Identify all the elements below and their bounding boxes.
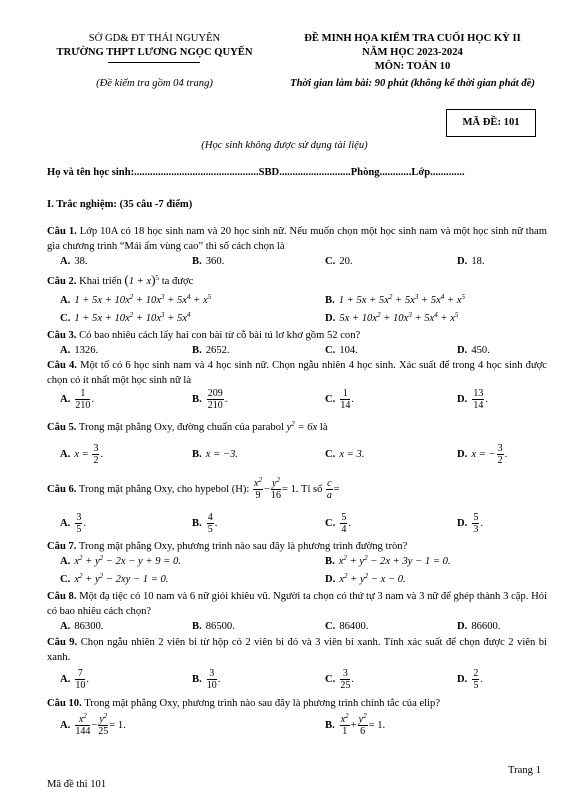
exam-code: MÃ ĐỀ: 101: [462, 117, 520, 128]
question-8: Câu 8. Một đạ tiệc có 10 nam và 6 nữ giỏi khiêu vũ. Người ta chọn có thứ tự 3 nam và 3 nữ để ghép thành 3 cặp. Hỏi có bao nhiêu cách chọn?: [47, 591, 548, 617]
question-label: Câu 1.: [47, 226, 77, 237]
q1-option-a[interactable]: A. 38.: [60, 256, 88, 267]
student-info-line: Họ và tên học sinh:...............................................SBD...........................Phòng............Lớp.............: [47, 167, 465, 178]
q2-option-c[interactable]: C. $1 + 5x + 10x^2 + 10x^3 + 5x^4$: [60, 311, 191, 324]
q5-option-a[interactable]: A. x = $\frac{3}{2}$ .: [60, 443, 104, 466]
exam-title: ĐỀ MINH HỌA KIỂM TRA CUỐI HỌC KỲ II: [304, 33, 521, 44]
q7-option-c[interactable]: C. $x^2 + y^2 - 2xy - 1 = 0$.: [60, 572, 169, 585]
q8-option-d[interactable]: D. 86600.: [457, 621, 501, 632]
question-6: Câu 6. Trong mặt phẳng Oxy, cho hypebol (H): $\frac{x^2}{9}$ − $\frac{y^2}{16}$ = 1. Tỉ số $\frac{c}{a}$ =: [47, 476, 340, 501]
q3-option-a[interactable]: A. 1326.: [60, 345, 99, 356]
q4-option-d[interactable]: D. $\frac{13}{14}$ .: [457, 388, 488, 411]
subject: MÔN: TOÁN 10: [374, 61, 451, 72]
page-number: Trang 1: [508, 765, 541, 776]
q4-option-a[interactable]: A. $\frac{1}{210}$ .: [60, 388, 94, 411]
q4-option-c[interactable]: C. $\frac{1}{14}$ .: [325, 388, 354, 411]
section-title: I. Trắc nghiệm: (35 câu -7 điểm): [47, 199, 193, 210]
q3-option-b[interactable]: B. 2652.: [192, 345, 230, 356]
q6-option-a[interactable]: A. $\frac{3}{5}$ .: [60, 512, 86, 535]
question-2: Câu 2. Khai triển $(1 + x)^5$ ta được: [47, 272, 194, 287]
no-material-note: (Học sinh không được sử dụng tài liệu): [201, 140, 368, 151]
q5-option-d[interactable]: D. x = − $\frac{3}{2}$ .: [457, 443, 508, 466]
q2-option-a[interactable]: A. $1 + 5x + 10x^2 + 10x^3 + 5x^4 + x^5$: [60, 293, 212, 306]
department-name: SỞ GD& ĐT THÁI NGUYÊN: [88, 33, 221, 44]
q5-option-b[interactable]: B. x = −3.: [192, 449, 238, 460]
school-year: NĂM HỌC 2023-2024: [362, 47, 463, 58]
q10-option-a[interactable]: A. $\frac{x^2}{144}$ − $\frac{y^2}{25}$ = 1.: [60, 712, 126, 737]
q2-option-d[interactable]: D. $5x + 10x^2 + 10x^3 + 5x^4 + x^5$: [325, 311, 459, 324]
q6-option-b[interactable]: B. $\frac{4}{5}$ .: [192, 512, 218, 535]
question-1: [47, 225, 547, 254]
q8-option-a[interactable]: A. 86300.: [60, 621, 104, 632]
q6-option-d[interactable]: D. $\frac{5}{3}$ .: [457, 512, 483, 535]
q4-option-b[interactable]: B. $\frac{209}{210}$ .: [192, 388, 228, 411]
question-3: Câu 3. Có bao nhiêu cách lấy hai con bài từ cỗ bài tú lơ khơ gồm 52 con?: [47, 330, 361, 341]
q9-option-a[interactable]: A. $\frac{7}{10}$ .: [60, 668, 89, 691]
q7-option-d[interactable]: D. $x^2 + y^2 - x - 0$.: [325, 572, 406, 585]
question-text: Lớp 10A có 18 học sinh nam và 20 học sinh nữ. Nếu muốn chọn một học sinh nam và một học sinh nữ tham gia chương trình “Mái ấm vùng cao” thì số cách chọn là: [47, 226, 547, 252]
q3-option-c[interactable]: C. 104.: [325, 345, 358, 356]
q8-option-c[interactable]: C. 86400.: [325, 621, 369, 632]
q8-option-b[interactable]: B. 86500.: [192, 621, 235, 632]
q10-option-b[interactable]: B. $\frac{x^2}{1}$ + $\frac{y^2}{6}$ = 1.: [325, 712, 386, 737]
exam-code-box: [446, 109, 536, 137]
question-4: Câu 4. Một tổ có 6 học sinh nam và 4 học sinh nữ. Chọn ngẫu nhiên 4 học sinh. Xác suất để trong 4 học sinh được chọn có ít nhất một học sinh nữ là: [47, 360, 548, 386]
q1-option-c[interactable]: C. 20.: [325, 256, 353, 267]
question-5: Câu 5. Trong mặt phẳng Oxy, đường chuẩn của parabol $y^2 = 6x$ là: [47, 420, 328, 433]
q2-option-b[interactable]: B. $1 + 5x + 5x^2 + 5x^3 + 5x^4 + x^5$: [325, 293, 465, 306]
page-count-note: (Đề kiểm tra gồm 04 trang): [96, 78, 213, 89]
q9-option-d[interactable]: D. $\frac{2}{5}$ .: [457, 668, 483, 691]
exam-code-footer: Mã đề thi 101: [47, 779, 107, 790]
school-underline: [108, 62, 200, 63]
exam-time: Thời gian làm bài: 90 phút (không kể thời gian phát đề): [290, 78, 535, 89]
q5-option-c[interactable]: C. x = 3.: [325, 449, 365, 460]
school-name: TRƯỜNG THPT LƯƠNG NGỌC QUYẾN: [56, 47, 253, 58]
q7-option-b[interactable]: B. $x^2 + y^2 - 2x + 3y - 1 = 0$.: [325, 554, 451, 567]
q1-option-d[interactable]: D. 18.: [457, 256, 485, 267]
question-9: Câu 9. Chọn ngẫu nhiên 2 viên bi từ hộp có 2 viên bi đỏ và 3 viên bi xanh. Tính xác suất để chọn được 2 viên bi xanh.: [47, 637, 547, 663]
q7-option-a[interactable]: A. $x^2 + y^2 - 2x - y + 9 = 0$.: [60, 554, 181, 567]
q9-option-c[interactable]: C. $\frac{3}{25}$ .: [325, 668, 354, 691]
q6-option-c[interactable]: C. $\frac{5}{4}$ .: [325, 512, 351, 535]
q9-option-b[interactable]: B. $\frac{3}{10}$ .: [192, 668, 221, 691]
q3-option-d[interactable]: D. 450.: [457, 345, 490, 356]
question-10: Câu 10. Trong mặt phẳng Oxy, phương trình nào sau đây là phương trình chính tắc của elip?: [47, 698, 441, 709]
question-7: Câu 7. Trong mặt phẳng Oxy, phương trình nào sau đây là phương trình đường tròn?: [47, 541, 408, 552]
q1-option-b[interactable]: B. 360.: [192, 256, 225, 267]
